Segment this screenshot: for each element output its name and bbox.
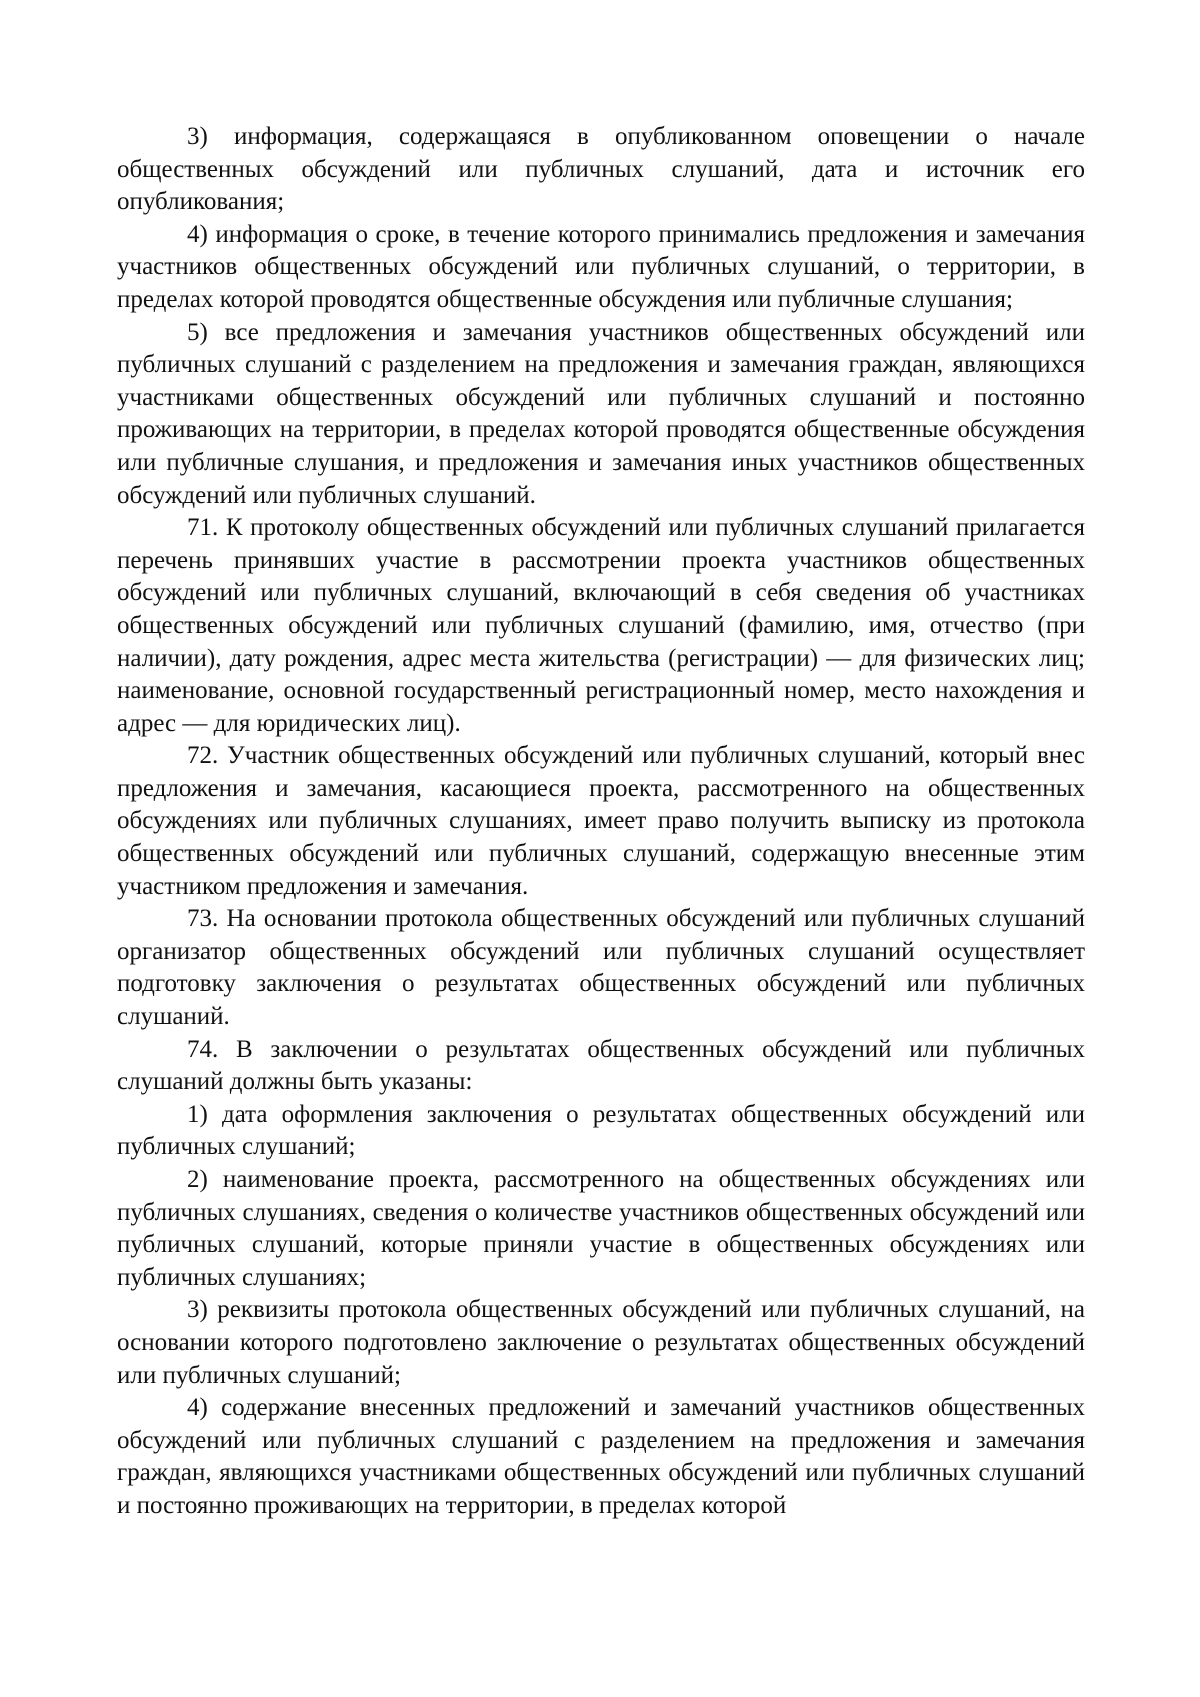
document-page xyxy=(117,121,1085,1523)
clause-72-protocol-extract: 72. Участник общественных обсуждений или публичных слушаний, который внес предложения и замечания, касающиеся проекта, рассмотренного на общественных обсуждениях или публичных слушаниях, имеет право получить выписку из протокола общественных обсуждений или публичных слушаний, содержащую внесенные этим участником предложения и замечания. xyxy=(117,742,1085,900)
conclusion-item-1-date: 1) дата оформления заключения о результатах общественных обсуждений или публичных слушаний; xyxy=(117,1100,1085,1161)
list-item-5-all-proposals: 5) все предложения и замечания участников общественных обсуждений или публичных слушаний с разделением на предложения и замечания граждан, являющихся участниками общественных обсуждений или публичных слушаний и постоянно проживающих на территории, в пределах которой проводятся общественные обсуждения или публичные слушания, и предложения и замечания иных участников общественных обсуждений или публичных слушаний. xyxy=(117,318,1085,509)
conclusion-item-2-project-name: 2) наименование проекта, рассмотренного на общественных обсуждениях или публичных слушаниях, сведения о количестве участников общественных обсуждений или публичных слушаний, которые приняли участие в общественных обсуждениях или публичных слушаниях; xyxy=(117,1166,1085,1291)
list-item-4-submission-period: 4) информация о сроке, в течение которого принимались предложения и замечания участников общественных обсуждений или публичных слушаний, о территории, в пределах которой проводятся общественные обсуждения или публичные слушания; xyxy=(117,220,1085,313)
conclusion-item-3-protocol-details: 3) реквизиты протокола общественных обсуждений или публичных слушаний, на основании которого подготовлено заключение о результатах общественных обсуждений или публичных слушаний; xyxy=(117,1296,1085,1389)
clause-73-conclusion-preparation: 73. На основании протокола общественных обсуждений или публичных слушаний организатор общественных обсуждений или публичных слушаний осуществляет подготовку заключения о результатах общественных обсуждений или публичных слушаний. xyxy=(117,905,1085,1031)
list-item-3-published-notice: 3) информация, содержащаяся в опубликованном оповещении о начале общественных обсуждений или публичных слушаний, дата и источник его опубликования; xyxy=(117,123,1085,216)
conclusion-item-4-proposals-content: 4) содержание внесенных предложений и замечаний участников общественных обсуждений или публичных слушаний с разделением на предложения и замечания граждан, являющихся участниками общественных обсуждений или публичных слушаний и постоянно проживающих на территории, в пределах которой xyxy=(117,1394,1085,1519)
clause-74-conclusion-contents: 74. В заключении о результатах общественных обсуждений или публичных слушаний должны быть указаны: xyxy=(117,1035,1085,1096)
clause-71-participants-list: 71. К протоколу общественных обсуждений или публичных слушаний прилагается перечень принявших участие в рассмотрении проекта участников общественных обсуждений или публичных слушаний, включающий в себя сведения об участниках общественных обсуждений или публичных слушаний (фамилию, имя, отчество (при наличии), дату рождения, адрес места жительства (регистрации) — для физических лиц; наименование, основной государственный регистрационный номер, место нахождения и адрес — для юридических лиц). xyxy=(117,514,1085,737)
